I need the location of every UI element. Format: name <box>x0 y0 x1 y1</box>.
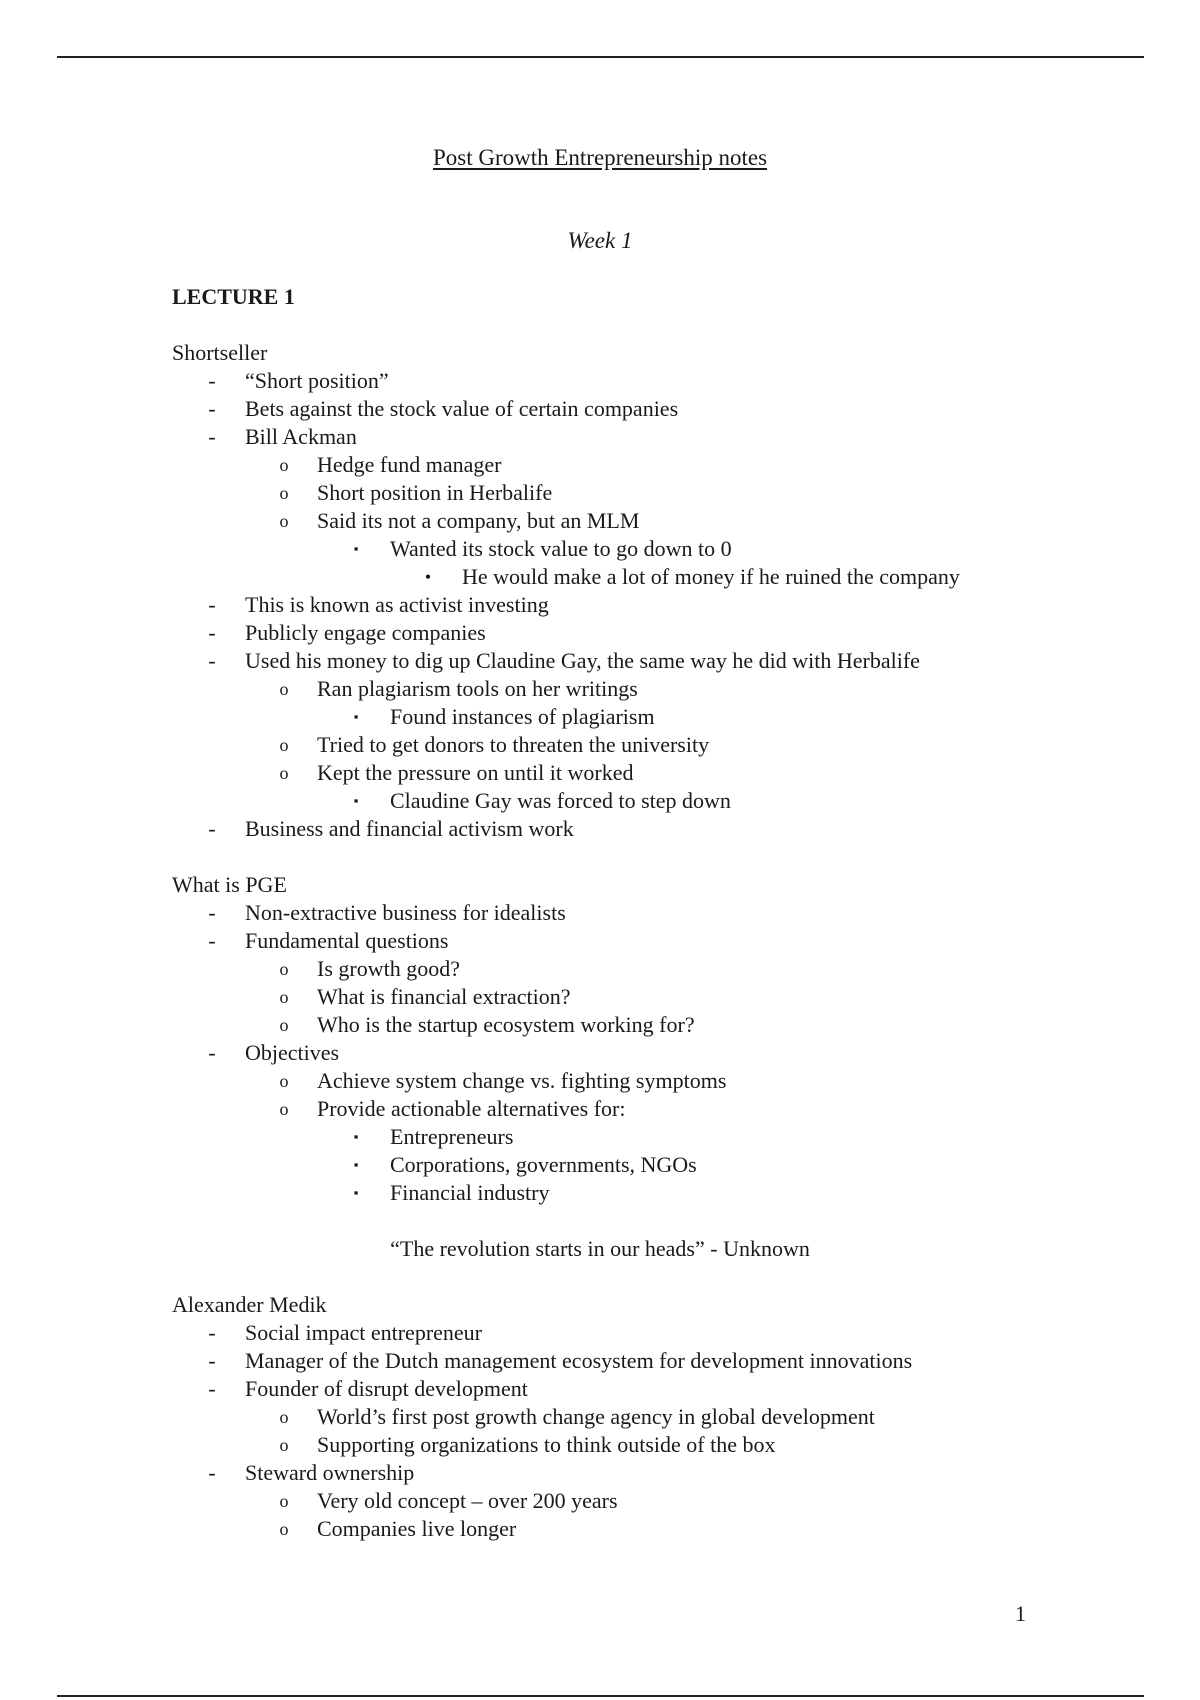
dash-bullet-icon: - <box>208 1376 216 1401</box>
square-bullet-icon: ▪ <box>353 1157 359 1172</box>
dash-bullet-icon: - <box>208 368 216 393</box>
dash-bullet-icon: - <box>208 396 216 421</box>
list-item: - Social impact entrepreneur <box>172 1319 1152 1347</box>
list-item: - Business and financial activism work <box>172 815 1152 843</box>
list-item: - Objectives <box>172 1039 1152 1067</box>
list-item: ▪ Financial industry <box>172 1179 1152 1207</box>
list-item: - Bets against the stock value of certain companies <box>172 395 1152 423</box>
square-bullet-icon: ▪ <box>353 1185 359 1200</box>
list-item: ▪ Entrepreneurs <box>172 1123 1152 1151</box>
list-item: o Tried to get donors to threaten the university <box>172 731 1152 759</box>
list-item: - Founder of disrupt development <box>172 1375 1152 1403</box>
list-item: • He would make a lot of money if he ruined the company <box>172 563 1152 591</box>
circle-bullet-icon: o <box>279 1407 289 1427</box>
square-bullet-icon: ▪ <box>353 541 359 556</box>
dash-bullet-icon: - <box>208 1320 216 1345</box>
circle-bullet-icon: o <box>279 1491 289 1511</box>
document-body <box>172 283 1152 1543</box>
spacer <box>172 1207 1152 1235</box>
square-bullet-icon: ▪ <box>353 793 359 808</box>
quote: “The revolution starts in our heads” - Unknown <box>390 1236 810 1261</box>
list-item: ▪ Corporations, governments, NGOs <box>172 1151 1152 1179</box>
list-item: - Fundamental questions <box>172 927 1152 955</box>
circle-bullet-icon: o <box>279 959 289 979</box>
dash-bullet-icon: - <box>208 648 216 673</box>
dash-bullet-icon: - <box>208 592 216 617</box>
circle-bullet-icon: o <box>279 1435 289 1455</box>
dash-bullet-icon: - <box>208 928 216 953</box>
dash-bullet-icon: - <box>208 424 216 449</box>
list-item: o Said its not a company, but an MLM <box>172 507 1152 535</box>
square-bullet-icon: ▪ <box>353 1129 359 1144</box>
list-item: - “Short position” <box>172 367 1152 395</box>
spacer <box>172 1263 1152 1291</box>
circle-bullet-icon: o <box>279 1519 289 1539</box>
list-item: o Who is the startup ecosystem working for? <box>172 1011 1152 1039</box>
list-item: o Kept the pressure on until it worked <box>172 759 1152 787</box>
list-item: - Bill Ackman <box>172 423 1152 451</box>
section-title-shortseller: Shortseller <box>172 340 268 365</box>
list-item: o World’s first post growth change agency in global development <box>172 1403 1152 1431</box>
circle-bullet-icon: o <box>279 455 289 475</box>
list-item: o Is growth good? <box>172 955 1152 983</box>
week-subtitle: Week 1 <box>567 228 633 253</box>
page-number: 1 <box>1015 1601 1026 1626</box>
list-item: - Publicly engage companies <box>172 619 1152 647</box>
list-item: o Short position in Herbalife <box>172 479 1152 507</box>
dash-bullet-icon: - <box>208 1460 216 1485</box>
dot-bullet-icon: • <box>424 567 432 587</box>
dash-bullet-icon: - <box>208 900 216 925</box>
circle-bullet-icon: o <box>279 511 289 531</box>
circle-bullet-icon: o <box>279 1071 289 1091</box>
list-item: o Very old concept – over 200 years <box>172 1487 1152 1515</box>
circle-bullet-icon: o <box>279 483 289 503</box>
dash-bullet-icon: - <box>208 620 216 645</box>
list-item: o Achieve system change vs. fighting symptoms <box>172 1067 1152 1095</box>
circle-bullet-icon: o <box>279 735 289 755</box>
circle-bullet-icon: o <box>279 1015 289 1035</box>
square-bullet-icon: ▪ <box>353 709 359 724</box>
section-title-pge: What is PGE <box>172 872 287 897</box>
list-item: o Companies live longer <box>172 1515 1152 1543</box>
circle-bullet-icon: o <box>279 987 289 1007</box>
list-item: ▪ Found instances of plagiarism <box>172 703 1152 731</box>
circle-bullet-icon: o <box>279 763 289 783</box>
list-item: o What is financial extraction? <box>172 983 1152 1011</box>
list-item: o Provide actionable alternatives for: <box>172 1095 1152 1123</box>
list-item: - Manager of the Dutch management ecosystem for development innovations <box>172 1347 1152 1375</box>
footer-rule <box>57 1695 1144 1697</box>
list-item: - This is known as activist investing <box>172 591 1152 619</box>
header-rule <box>57 56 1144 58</box>
spacer <box>172 843 1152 871</box>
list-item: ▪ Claudine Gay was forced to step down <box>172 787 1152 815</box>
list-item: - Used his money to dig up Claudine Gay, the same way he did with Herbalife <box>172 647 1152 675</box>
circle-bullet-icon: o <box>279 1099 289 1119</box>
list-item: o Ran plagiarism tools on her writings <box>172 675 1152 703</box>
list-item: o Hedge fund manager <box>172 451 1152 479</box>
section-title-medik: Alexander Medik <box>172 1292 327 1317</box>
dash-bullet-icon: - <box>208 816 216 841</box>
lecture-heading: LECTURE 1 <box>172 284 295 309</box>
document-title: Post Growth Entrepreneurship notes <box>432 145 768 170</box>
dash-bullet-icon: - <box>208 1040 216 1065</box>
list-item: ▪ Wanted its stock value to go down to 0 <box>172 535 1152 563</box>
list-item: - Non-extractive business for idealists <box>172 899 1152 927</box>
dash-bullet-icon: - <box>208 1348 216 1373</box>
list-item: o Supporting organizations to think outside of the box <box>172 1431 1152 1459</box>
list-item: - Steward ownership <box>172 1459 1152 1487</box>
circle-bullet-icon: o <box>279 679 289 699</box>
